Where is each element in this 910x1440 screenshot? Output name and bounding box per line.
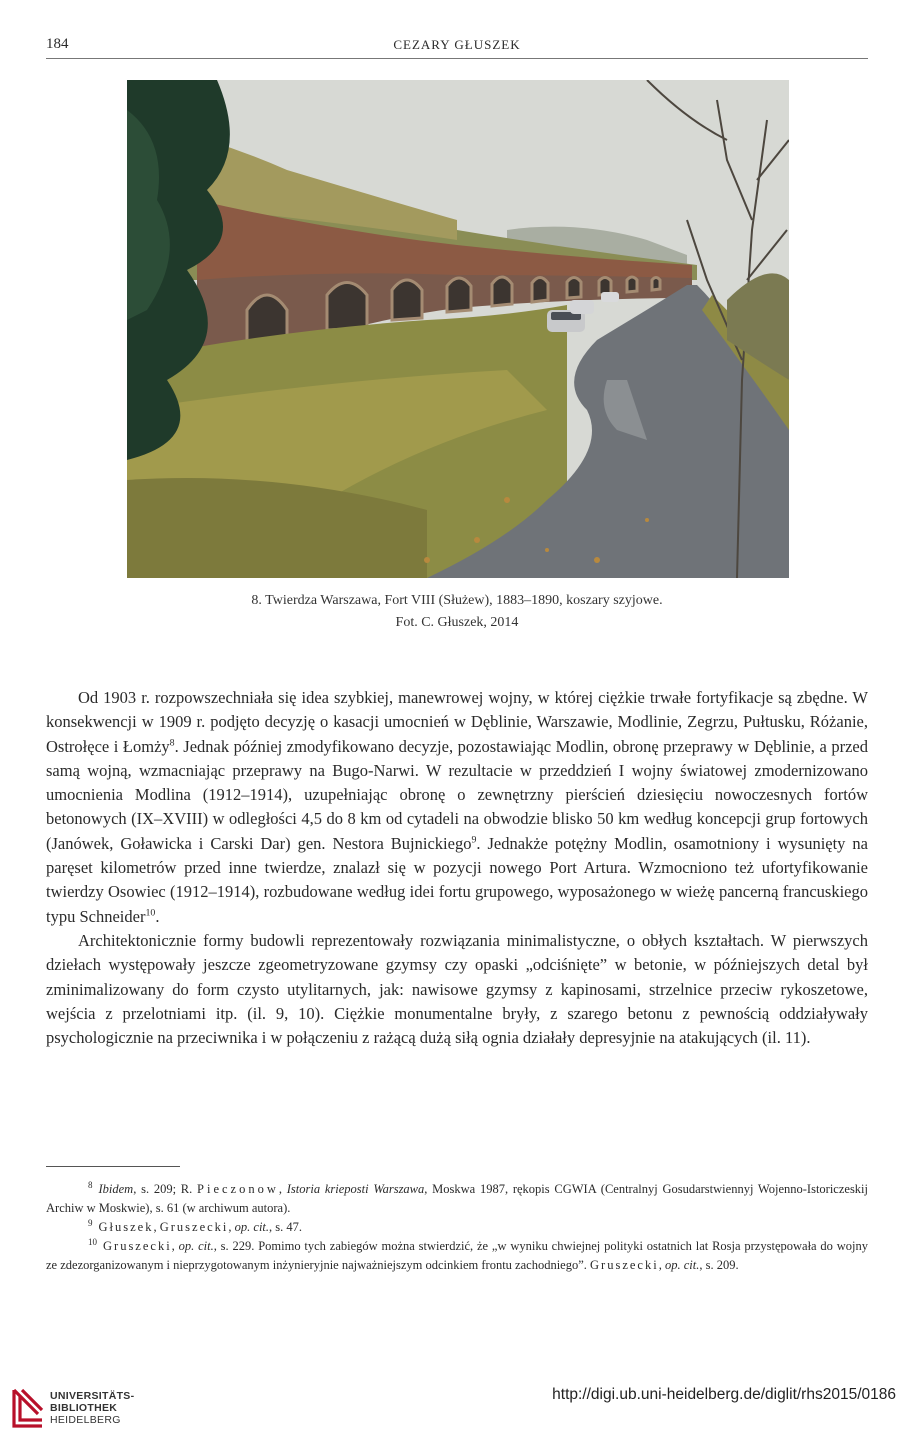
- caption-title: 8. Twierdza Warszawa, Fort VIII (Służew), 1883–1890, koszary szyjowe.: [251, 593, 663, 608]
- footnote-author: Gruszecki: [590, 1258, 659, 1272]
- footnote-text: ,: [278, 1182, 287, 1196]
- logo-text-line2: BIBLIOTHEK: [50, 1402, 118, 1414]
- footnote-title: Istoria krieposti Warszawa: [286, 1182, 425, 1196]
- paragraph-1: [46, 686, 868, 929]
- footnote-author: Pieczonow: [197, 1182, 279, 1196]
- footnote-text: ,: [228, 1220, 235, 1234]
- footnote-author: Gruszecki: [103, 1239, 172, 1253]
- logo-text-line3: HEIDELBERG: [50, 1414, 121, 1426]
- body-text: [46, 686, 868, 1050]
- footnote-text: ,: [153, 1220, 160, 1234]
- footnote-ibidem: Ibidem: [98, 1182, 134, 1196]
- paragraph-1-text-c: . Jednakże potężny Modlin, osamotniony i wysunięty na paręset kilometrów przed inne twierdze, znalazł się w pozycji nowego Port Artura. Wzmocniono też ufortyfikowanie twierdzy Osowiec (1912–1914), rozbudowane według idei fortu grupowego, wyposażonego w wieżę pancerną francuskiego typu Schneider: [46, 833, 868, 926]
- footnote-author: Gruszecki: [159, 1220, 229, 1234]
- paragraph-1-text-b: . Jednak później zmodyfikowano decyzje, pozostawiając Modlin, obronę przeprawy w Dęblinie, a przed samą wojną, wzmacniając przeprawy na Bugo-Narwi. W rezultacie w przeddzień I wojny światowej zmodernizowano umocnienia Modlina (1912–1914), uzupełniając obronę o zewnętrzny pierścień dziesięciu nowoczesnych fortów betonowych (IX–XVIII) w odległości 4,5 do 8 km od cytadeli na obwodzie blisko 50 km według koncepcji grup fortowych (Janówek, Goławicka i Carski Dar) gen. Nestora Bujnickiego: [46, 736, 868, 853]
- footnote-ref-8[interactable]: 8: [169, 737, 175, 749]
- footnote-9: [46, 1218, 868, 1237]
- library-logo[interactable]: [8, 1386, 158, 1430]
- footnote-text: ,: [171, 1239, 179, 1253]
- running-head: CEZARY GŁUSZEK: [393, 37, 521, 52]
- fort-photo: [127, 80, 789, 578]
- footnote-text: , s. 47.: [269, 1220, 303, 1234]
- footnote-opcit: op. cit.: [178, 1239, 214, 1253]
- footnote-text: , s. 209; R.: [133, 1182, 198, 1196]
- footnote-rule: [46, 1166, 180, 1167]
- footnote-ref-10[interactable]: 10: [145, 907, 156, 919]
- paragraph-2: Architektonicznie formy budowli reprezentowały rozwiązania minimalistyczne, o obłych kształtach. W pierwszych dziełach występowały jeszcze zgeometryzowane gzymsy czy opaski „odciśnięte” w betonie, w późniejszych detal był zminimalizowany do form czysto utylitarnych, jak: nawisowe gzymsy z kapinosami, strzelnice przeciw rykoszetowe, wejścia z przelotniami itp. (il. 9, 10). Ciężkie monumentalne bryły, z szarego betonu z pewnością oddziaływały psychologicznie na przeciwnika i w połączeniu z rażącą dużą siłą ognia działały depresyjnie na atakujących (il. 11).: [46, 930, 868, 1048]
- paragraph-1-text-d: .: [155, 906, 160, 926]
- library-logo-icon: [8, 1386, 46, 1430]
- footnote-10: [46, 1237, 868, 1275]
- source-url-link[interactable]: http://digi.ub.uni-heidelberg.de/diglit/rhs2015/0186: [552, 1386, 896, 1403]
- caption-credit: Fot. C. Głuszek, 2014: [395, 615, 519, 630]
- footnote-8: [46, 1180, 868, 1218]
- figure-caption: [46, 590, 868, 634]
- footnote-author: Głuszek: [98, 1220, 154, 1234]
- footnote-text: , s. 209.: [699, 1258, 739, 1272]
- footnote-ref-9[interactable]: 9: [471, 834, 477, 846]
- footnote-number: 10: [88, 1236, 97, 1247]
- footnote-number: 8: [88, 1179, 93, 1190]
- logo-text-line1: UNIVERSITÄTS-: [50, 1390, 135, 1402]
- footnote-text: ,: [658, 1258, 665, 1272]
- footnote-number: 9: [88, 1217, 93, 1228]
- page-header: [46, 32, 868, 59]
- footnote-opcit: op. cit.: [664, 1258, 700, 1272]
- footnote-text: , Moskwa 1987, rękopis CGWIA (Centralnyj Gosudarstwiennyj Wojenno-Istoriczeskij Archiw w Moskwie), s. 61 (w archiwum autora).: [46, 1182, 869, 1215]
- paragraph-1-text-a: Od 1903 r. rozpowszechniała się idea szybkiej, manewrowej wojny, w której ciężkie trwałe fortyfikacje są zbędne. W konsekwencji w 1909 r. podjęto decyzję o kasacji umocnień w Dęblinie, Warszawie, Modlinie, Zegrzu, Pułtusku, Różanie, Ostrołęce i Łomży: [46, 688, 868, 756]
- footnotes: [46, 1180, 868, 1275]
- footnote-opcit: op. cit.: [234, 1220, 270, 1234]
- footnote-text: , s. 229. Pomimo tych zabiegów można stwierdzić, że „w wyniku chwiejnej polityki ostatnich lat Rosja przystępowała do wojny ze zdezorganizowanym i nieprzygotowanym inżynieryjnie najważniejszym odcinkiem frontu zachodniego”.: [46, 1239, 869, 1272]
- page-number: 184: [46, 36, 69, 52]
